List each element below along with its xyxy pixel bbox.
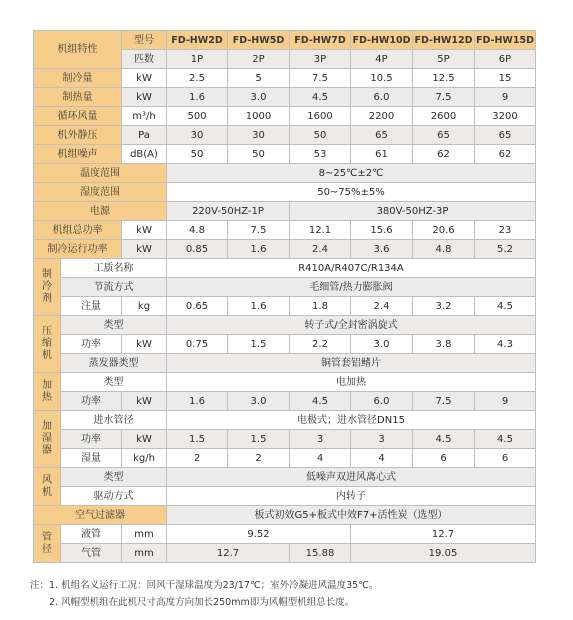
cell-value: 1000 <box>228 107 290 126</box>
row-label: 类型 <box>61 316 167 335</box>
header-model-row <box>34 31 536 50</box>
cell-value: 23 <box>475 221 536 240</box>
cell-value: 62 <box>413 145 475 164</box>
cell-value: 2.4 <box>290 240 351 259</box>
row-label: 驱动方式 <box>61 487 167 506</box>
cell-value: 4 <box>351 449 413 468</box>
cell-value: 12.1 <box>290 221 351 240</box>
row-unit: kW <box>122 88 167 107</box>
row-label: 液管 <box>61 525 122 544</box>
row-noise <box>34 145 536 164</box>
row-unit: kW <box>122 240 167 259</box>
row-heating <box>34 88 536 107</box>
cell-value: 3200 <box>475 107 536 126</box>
row-label: 制冷运行功率 <box>34 240 122 259</box>
cell-value: 2.2 <box>290 335 351 354</box>
row-airflow <box>34 107 536 126</box>
row-unit: mm <box>122 525 167 544</box>
cell-value: 50~75%±5% <box>167 183 536 202</box>
cell-value: 15.88 <box>290 544 351 563</box>
cell-value: 50 <box>167 145 228 164</box>
cell-value: 7.5 <box>290 69 351 88</box>
row-label: 湿量 <box>61 449 122 468</box>
cell-value: 5.2 <box>475 240 536 259</box>
cell-value: 1.8 <box>290 297 351 316</box>
hp-value: 1P <box>167 50 228 69</box>
hp-label: 匹数 <box>122 50 167 69</box>
cell-value: 1.5 <box>228 430 290 449</box>
row-label: 空气过滤器 <box>34 506 167 525</box>
row-label: 功率 <box>61 392 122 411</box>
cell-value: 4.5 <box>475 297 536 316</box>
cell-value: 3.8 <box>413 335 475 354</box>
cell-value: 6.0 <box>351 88 413 107</box>
row-label: 进水管径 <box>61 411 167 430</box>
cell-value: 1.6 <box>228 240 290 259</box>
row-unit: mm <box>122 544 167 563</box>
hp-value: 4P <box>351 50 413 69</box>
section-pipe: 管 径 <box>34 525 61 563</box>
row-label: 类型 <box>61 373 167 392</box>
cell-value: 9.52 <box>167 525 351 544</box>
row-liquid-pipe <box>34 525 536 544</box>
cell-value: 6.0 <box>351 392 413 411</box>
cell-value: 4 <box>290 449 351 468</box>
section-heater: 加 热 <box>34 373 61 411</box>
cell-value: 5 <box>228 69 290 88</box>
row-unit: kW <box>122 430 167 449</box>
row-label: 节流方式 <box>61 278 167 297</box>
spec-sheet <box>33 30 535 563</box>
row-throttle <box>34 278 536 297</box>
row-unit: kW <box>122 69 167 88</box>
row-label: 循环风量 <box>34 107 122 126</box>
cell-value: 2.5 <box>167 69 228 88</box>
section-humidifier: 加 湿 器 <box>34 411 61 468</box>
model-name: FD-HW7D <box>290 31 351 50</box>
row-label: 类型 <box>61 468 167 487</box>
row-heater-power <box>34 392 536 411</box>
model-name: FD-HW5D <box>228 31 290 50</box>
row-label: 机组总功率 <box>34 221 122 240</box>
row-humidifier-flow <box>34 449 536 468</box>
cell-value: 内转子 <box>167 487 536 506</box>
footnote-1: 注：1. 机组名义运行工况：回风干湿球温度为23/17℃；室外冷凝进风温度35℃。 <box>30 580 379 591</box>
row-label: 制热量 <box>34 88 122 107</box>
row-unit: Pa <box>122 126 167 145</box>
model-name: FD-HW2D <box>167 31 228 50</box>
cell-value: 4.8 <box>413 240 475 259</box>
cell-value: 3.2 <box>413 297 475 316</box>
row-unit: kW <box>122 221 167 240</box>
cell-value: 电极式；进水管径DN15 <box>167 411 536 430</box>
row-label: 制冷量 <box>34 69 122 88</box>
row-cooling <box>34 69 536 88</box>
row-label: 注量 <box>61 297 122 316</box>
row-unit: dB(A) <box>122 145 167 164</box>
cell-value: 220V-50HZ-1P <box>167 202 290 221</box>
cell-value: 0.85 <box>167 240 228 259</box>
row-unit: kW <box>122 392 167 411</box>
cell-value: 3 <box>351 430 413 449</box>
cell-value: 30 <box>167 126 228 145</box>
cell-value: 4.5 <box>290 88 351 107</box>
cell-value: 3.0 <box>228 392 290 411</box>
cell-value: 3.6 <box>351 240 413 259</box>
row-label: 湿度范围 <box>34 183 167 202</box>
hp-value: 6P <box>475 50 536 69</box>
row-label: 电源 <box>34 202 167 221</box>
row-humidifier-pipe <box>34 411 536 430</box>
row-label: 机组噪声 <box>34 145 122 164</box>
row-label: 机外静压 <box>34 126 122 145</box>
cell-value: 1.6 <box>228 297 290 316</box>
cell-value: 3 <box>290 430 351 449</box>
row-label: 工质名称 <box>61 259 167 278</box>
cell-value: 50 <box>290 126 351 145</box>
row-refrigerant-type <box>34 259 536 278</box>
row-heater-type <box>34 373 536 392</box>
row-humidifier-power <box>34 430 536 449</box>
cell-value: 6 <box>413 449 475 468</box>
row-charge <box>34 297 536 316</box>
row-label: 功率 <box>61 430 122 449</box>
cell-value: 8~25℃±2℃ <box>167 164 536 183</box>
cell-value: 2 <box>167 449 228 468</box>
cell-value: 9 <box>475 392 536 411</box>
cell-value: 20.6 <box>413 221 475 240</box>
cell-value: 0.65 <box>167 297 228 316</box>
row-label: 蒸发器类型 <box>61 354 167 373</box>
row-unit: m³/h <box>122 107 167 126</box>
cell-value: 53 <box>290 145 351 164</box>
row-unit: kW <box>122 335 167 354</box>
cell-value: 4.3 <box>475 335 536 354</box>
cell-value: 380V-50HZ-3P <box>290 202 536 221</box>
cell-value: 50 <box>228 145 290 164</box>
cell-value: 低噪声双进风离心式 <box>167 468 536 487</box>
section-compressor: 压 缩 机 <box>34 316 61 373</box>
cell-value: 板式初效G5+板式中效F7+活性炭（选型） <box>167 506 536 525</box>
row-temp <box>34 164 536 183</box>
row-evaporator <box>34 354 536 373</box>
cell-value: 65 <box>475 126 536 145</box>
row-label: 气管 <box>61 544 122 563</box>
row-pressure <box>34 126 536 145</box>
cell-value: 65 <box>413 126 475 145</box>
cell-value: 1.6 <box>167 392 228 411</box>
cell-value: 2 <box>228 449 290 468</box>
model-name: FD-HW10D <box>351 31 413 50</box>
cell-value: 1.5 <box>228 335 290 354</box>
cell-value: 4.5 <box>475 430 536 449</box>
row-total-power <box>34 221 536 240</box>
row-unit: kg <box>122 297 167 316</box>
cell-value: 0.75 <box>167 335 228 354</box>
model-name: FD-HW15D <box>475 31 536 50</box>
cell-value: 6 <box>475 449 536 468</box>
cell-value: 2200 <box>351 107 413 126</box>
cell-value: 61 <box>351 145 413 164</box>
row-gas-pipe <box>34 544 536 563</box>
cell-value: 15 <box>475 69 536 88</box>
row-fan-type <box>34 468 536 487</box>
row-label: 功率 <box>61 335 122 354</box>
cell-value: 12.7 <box>167 544 290 563</box>
cell-value: 15.6 <box>351 221 413 240</box>
cell-value: 4.5 <box>413 430 475 449</box>
model-name: FD-HW12D <box>413 31 475 50</box>
row-fan-drive <box>34 487 536 506</box>
spec-table <box>33 30 536 563</box>
row-power-supply <box>34 202 536 221</box>
cell-value: 1.5 <box>167 430 228 449</box>
cell-value: 12.7 <box>351 525 536 544</box>
hp-value: 3P <box>290 50 351 69</box>
cell-value: 2.4 <box>351 297 413 316</box>
cell-value: 1600 <box>290 107 351 126</box>
section-refrigerant: 制 冷 剂 <box>34 259 61 316</box>
cell-value: 3.0 <box>351 335 413 354</box>
row-label: 温度范围 <box>34 164 167 183</box>
cell-value: R410A/R407C/R134A <box>167 259 536 278</box>
cell-value: 铜管套铝鳍片 <box>167 354 536 373</box>
cell-value: 12.5 <box>413 69 475 88</box>
hp-value: 2P <box>228 50 290 69</box>
model-label: 型号 <box>122 31 167 50</box>
cell-value: 毛细管/热力膨胀阀 <box>167 278 536 297</box>
cell-value: 9 <box>475 88 536 107</box>
header-label: 机组特性 <box>34 31 122 69</box>
cell-value: 19.05 <box>351 544 536 563</box>
row-compressor-type <box>34 316 536 335</box>
cell-value: 62 <box>475 145 536 164</box>
cell-value: 1.6 <box>167 88 228 107</box>
row-compressor-power <box>34 335 536 354</box>
cell-value: 10.5 <box>351 69 413 88</box>
row-cool-power <box>34 240 536 259</box>
section-fan: 风 机 <box>34 468 61 506</box>
row-humidity <box>34 183 536 202</box>
cell-value: 电加热 <box>167 373 536 392</box>
cell-value: 7.5 <box>413 88 475 107</box>
cell-value: 65 <box>351 126 413 145</box>
hp-value: 5P <box>413 50 475 69</box>
cell-value: 4.8 <box>167 221 228 240</box>
cell-value: 7.5 <box>413 392 475 411</box>
row-unit: kg/h <box>122 449 167 468</box>
footnotes <box>30 577 550 611</box>
cell-value: 3.0 <box>228 88 290 107</box>
cell-value: 转子式/全封密涡旋式 <box>167 316 536 335</box>
footnote-2: 2. 风帽型机组在此机尺寸高度方向加长250mm即为风帽型机组总长度。 <box>49 597 355 608</box>
cell-value: 500 <box>167 107 228 126</box>
row-filter <box>34 506 536 525</box>
cell-value: 4.5 <box>290 392 351 411</box>
cell-value: 7.5 <box>228 221 290 240</box>
cell-value: 30 <box>228 126 290 145</box>
cell-value: 2600 <box>413 107 475 126</box>
